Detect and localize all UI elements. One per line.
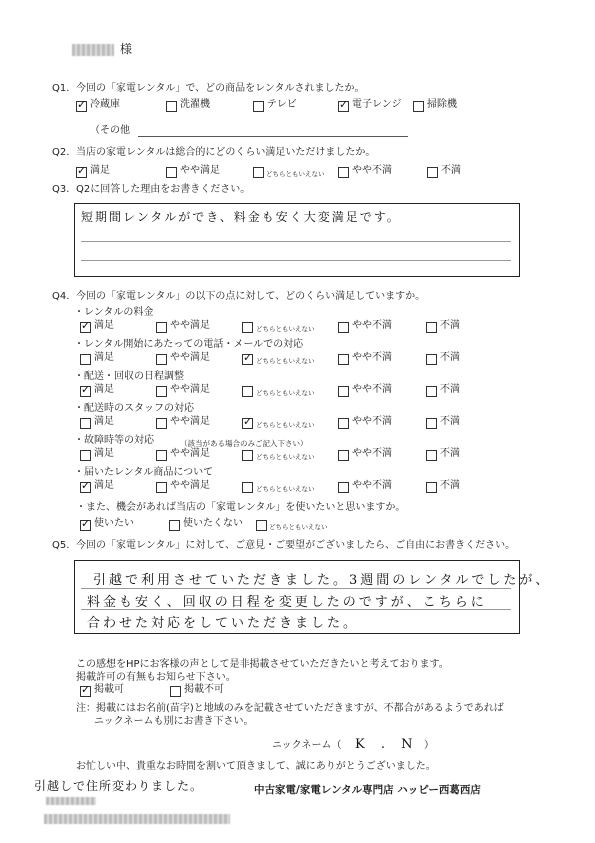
q3-answer: 短期間レンタルができ、料金も安く大変満足です。 (81, 210, 401, 224)
q4-item-0-checkbox-1[interactable] (156, 322, 167, 333)
q4-scale-label: やや不満 (352, 320, 392, 331)
q2-checkbox-4[interactable] (427, 167, 438, 178)
q4-item-3-checkbox-0[interactable] (80, 418, 91, 429)
consent-checkbox-0[interactable] (80, 683, 91, 697)
q3-answer-box[interactable] (74, 203, 520, 277)
q4-scale-label: 満足 (94, 416, 114, 427)
answer-rule (81, 241, 511, 242)
consent-note1: 注：掲載にはお名前(苗字)と地域のみを記載させていただきますが、不都合があるようであれば (76, 703, 504, 714)
consent-checkbox-1[interactable] (170, 686, 181, 697)
q1-text: 今回の「家電レンタル」で、どの商品をレンタルされましたか。 (76, 83, 365, 94)
q4-item-title: ・故障時等の対応 (74, 435, 154, 446)
q4-item-2-checkbox-0[interactable] (80, 383, 91, 397)
q4-item-3-checkbox-4[interactable] (426, 418, 437, 429)
q1-checkbox-3[interactable] (338, 98, 349, 112)
q4-scale-label: どちらともいえない (256, 485, 315, 493)
q1-option-label: 冷蔵庫 (90, 99, 120, 110)
check-mark-icon: ✓ (81, 479, 91, 492)
q4-scale-label: 不満 (440, 416, 460, 427)
q4-item-5-checkbox-4[interactable] (426, 482, 437, 493)
check-mark-icon: ✓ (81, 683, 91, 696)
q4-scale-label: 不満 (440, 384, 460, 395)
q4-scale-label: 満足 (94, 384, 114, 395)
q4-item-4-checkbox-4[interactable] (426, 450, 437, 461)
q4-scale-label: どちらともいえない (256, 325, 315, 333)
q5-answer-box[interactable] (74, 560, 552, 634)
check-mark-icon: ✓ (77, 164, 87, 177)
q2-checkbox-2[interactable] (253, 167, 264, 178)
q4-scale-label: やや不満 (352, 448, 392, 459)
q4-item-title: ・レンタルの料金 (74, 307, 154, 318)
check-mark-icon: ✓ (243, 351, 253, 364)
q4-scale-label: 満足 (94, 320, 114, 331)
check-mark-icon: ✓ (77, 98, 87, 111)
redacted-address-line1 (46, 797, 96, 805)
q4-reuse-title: ・また、機会があれば当店の「家電レンタル」を使いたいと思いますか。 (76, 502, 406, 513)
q4-scale-label: やや不満 (352, 384, 392, 395)
q1-checkbox-2[interactable] (253, 101, 264, 112)
q2-option-label: どちらともいえない (266, 170, 325, 178)
q4-scale-label: やや満足 (170, 448, 210, 459)
q4-scale-label: やや満足 (170, 320, 210, 331)
q4-item-2-checkbox-1[interactable] (156, 386, 167, 397)
q4-item-5-checkbox-3[interactable] (338, 482, 349, 493)
q4-scale-label: やや満足 (170, 480, 210, 491)
q4-label: Q4. (52, 291, 70, 302)
consent-option: 掲載不可 (184, 684, 224, 695)
q4-scale-label: やや不満 (352, 416, 392, 427)
shop-name: 中古家電/家電レンタル専門店 ハッピー西葛西店 (254, 784, 481, 796)
q5-text: 今回の「家電レンタル」に対して、ご意見・ご要望がございましたら、ご自由にお書きください。 (76, 540, 516, 551)
nickname-value[interactable]: K . N (355, 737, 419, 752)
q4-item-title: ・配送・回収の日程調整 (74, 371, 184, 382)
q4-scale-label: やや満足 (170, 384, 210, 395)
q2-option-label: 満足 (90, 165, 110, 176)
q4-item-3-checkbox-2[interactable] (242, 415, 253, 429)
q5-answer-line: 料金も安く、回収の日程を変更したのですが、こちらに (87, 595, 487, 610)
q2-checkbox-1[interactable] (166, 167, 177, 178)
check-mark-icon: ✓ (339, 98, 349, 111)
check-mark-icon: ✓ (81, 319, 91, 332)
q4-item-3-checkbox-3[interactable] (338, 418, 349, 429)
q2-label: Q2. (52, 147, 70, 158)
consent-option: 掲載可 (94, 684, 124, 695)
q4-item-1-checkbox-3[interactable] (338, 354, 349, 365)
q5-answer-line: 引越で利用させていただきました。3週間のレンタルでしたが、 (93, 573, 552, 588)
q4-item-3-checkbox-1[interactable] (156, 418, 167, 429)
closing-message: お忙しい中、貴重なお時間を割いて頂きまして、誠にありがとうございました。 (76, 761, 436, 772)
q4-item-1-checkbox-2[interactable] (242, 351, 253, 365)
q4-item-2-checkbox-2[interactable] (242, 386, 253, 397)
q4-item-4-checkbox-1[interactable] (156, 450, 167, 461)
q4-scale-label: 満足 (94, 480, 114, 491)
q4-scale-label: 満足 (94, 352, 114, 363)
q3-label: Q3. (52, 184, 70, 195)
q1-option-label: 掃除機 (427, 99, 457, 110)
q4-item-5-checkbox-2[interactable] (242, 482, 253, 493)
q4-scale-label: 不満 (440, 320, 460, 331)
q1-checkbox-4[interactable] (413, 101, 424, 112)
check-mark-icon: ✓ (243, 415, 253, 428)
q4-item-0-checkbox-3[interactable] (338, 322, 349, 333)
q4-reuse-checkbox-2[interactable] (256, 520, 267, 531)
q2-option-label: やや満足 (180, 165, 220, 176)
consent-line1: この感想をHPにお客様の声として是非掲載させていただきたいと考えております。 (76, 659, 449, 670)
q4-item-title: ・配送時のスタッフの対応 (74, 403, 194, 414)
q1-checkbox-0[interactable] (76, 98, 87, 112)
q4-item-1-checkbox-4[interactable] (426, 354, 437, 365)
consent-line2: 掲載許可の有無もお知らせ下さい。 (76, 672, 236, 683)
q5-answer-line: 合わせた対応をしていただきました。 (87, 616, 360, 631)
answer-rule (81, 609, 511, 610)
q4-item-5-checkbox-0[interactable] (80, 479, 91, 493)
q4-scale-label: どちらともいえない (256, 389, 315, 397)
nickname-label: ニックネーム（ (272, 740, 342, 751)
q4-item-1-checkbox-1[interactable] (156, 354, 167, 365)
q2-option-label: 不満 (441, 165, 461, 176)
q4-item-4-checkbox-3[interactable] (338, 450, 349, 461)
answer-rule (81, 588, 511, 589)
consent-note2: ニックネームも別にお書き下さい。 (94, 716, 254, 727)
q1-label: Q1. (52, 83, 70, 94)
q4-scale-label: 不満 (440, 480, 460, 491)
q4-item-4-checkbox-0[interactable] (80, 450, 91, 461)
q4-item-1-checkbox-0[interactable] (80, 354, 91, 365)
check-mark-icon: ✓ (81, 383, 91, 396)
q1-other-line[interactable] (138, 136, 408, 137)
q4-text: 今回の「家電レンタル」の以下の点に対して、どのくらい満足していますか。 (76, 291, 426, 302)
q4-item-0-checkbox-0[interactable] (80, 319, 91, 333)
q4-item-5-checkbox-1[interactable] (156, 482, 167, 493)
q1-option-label: 電子レンジ (352, 99, 402, 110)
q4-scale-label: やや不満 (352, 352, 392, 363)
q4-reuse-checkbox-0[interactable] (80, 517, 91, 531)
q1-option-label: テレビ (267, 99, 297, 110)
redacted-address-line2 (44, 814, 230, 824)
q1-other-label: （その他 (90, 125, 130, 136)
answer-rule (81, 260, 511, 261)
q4-item-0-checkbox-2[interactable] (242, 322, 253, 333)
q1-checkbox-1[interactable] (166, 101, 177, 112)
q2-checkbox-3[interactable] (338, 167, 349, 178)
customer-name-redacted (72, 44, 114, 56)
q2-text: 当店の家電レンタルは総合的にどのくらい満足いただけましたか。 (76, 147, 376, 158)
q4-reuse-option: どちらともいえない (269, 523, 328, 531)
q5-label: Q5. (52, 540, 70, 551)
q4-scale-label: 不満 (440, 448, 460, 459)
q4-scale-label: どちらともいえない (256, 421, 315, 429)
customer-honorific: 様 (120, 42, 133, 56)
q4-scale-label: 不満 (440, 352, 460, 363)
q4-reuse-checkbox-1[interactable] (169, 520, 180, 531)
q4-scale-label: やや満足 (170, 352, 210, 363)
q4-scale-label: やや不満 (352, 480, 392, 491)
q4-scale-label: どちらともいえない (256, 453, 315, 461)
q4-item-title: ・届いたレンタル商品について (74, 467, 214, 478)
q2-checkbox-0[interactable] (76, 164, 87, 178)
q4-item-note: （該当がある場合のみご記入下さい） (180, 439, 308, 448)
q4-item-4-checkbox-2[interactable] (242, 450, 253, 461)
q4-scale-label: どちらともいえない (256, 357, 315, 365)
q4-item-title: ・レンタル開始にあたっての電話・メールでの対応 (74, 339, 304, 350)
q4-scale-label: 満足 (94, 448, 114, 459)
q4-item-2-checkbox-3[interactable] (338, 386, 349, 397)
q1-option-label: 洗濯機 (180, 99, 210, 110)
nickname-close: ） (424, 740, 434, 751)
q4-item-0-checkbox-4[interactable] (426, 322, 437, 333)
q4-item-2-checkbox-4[interactable] (426, 386, 437, 397)
check-mark-icon: ✓ (81, 517, 91, 530)
q4-scale-label: やや満足 (170, 416, 210, 427)
q4-reuse-option: 使いたくない (183, 518, 243, 529)
q3-text: Q2に回答した理由をお書きください。 (76, 184, 251, 195)
handwritten-address-note: 引越しで住所変わりました。 (34, 779, 204, 793)
q4-reuse-option: 使いたい (94, 518, 134, 529)
q2-option-label: やや不満 (352, 165, 392, 176)
